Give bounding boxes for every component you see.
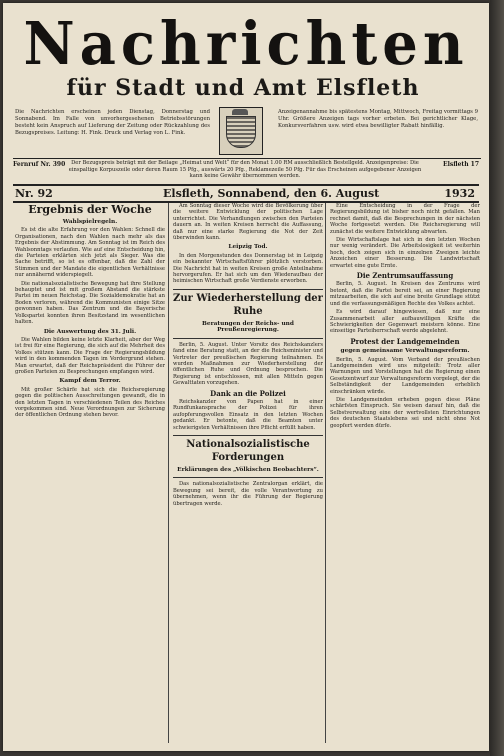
paragraph: Die nationalsozialistische Bewegung hat ihre Stellung behauptet und ist mit großem Abstand die stärkste Partei im neuen Reichstag. Die Sozialdemokratie hat an Boden verloren, während die Kommunisten einige Sitze gewonnen haben. Das Zentrum und die Bayerische Volkspartei konnten ihren Besitzstand im wesentlichen halten.: [15, 280, 165, 326]
paragraph: Es ist die alte Erfahrung vor den Wahlen: Schnell die Organisationen, nach den Wahlen nach mehr als das Ergebnis der Abstimmung. Am Sonntag ist im Reich des Wahlsonntags verlaufen. Wie auf eine Entscheidung hin, die Parteien erklärten sich jetzt als Sieger. Was die Sache betrifft, so ist es offenbar, daß die Zahl der Stimmen und der Mandate die eigentlichen Verhältnisse nur annähernd widerspiegelt.: [15, 227, 165, 279]
publication-notice: Die Nachrichten erscheinen jeden Dienstag, Donnerstag und Sonnabend. Im Falle von unvorhergesehenen Betriebsstörungen besteht kein Anspruch auf Lieferung der Zeitung oder Rückzahlung des Bezugspreises. Leitung: H. Fink. Druck und Verlag von L. Fink.: [15, 109, 210, 136]
header-rule: [13, 158, 481, 159]
article-box: [173, 289, 323, 339]
column-divider: [325, 203, 326, 743]
paragraph: Reichskanzler von Papen hat in einer Rundfunkansprache der Polizei für ihren aufopferungsvollen Einsatz in den letzten Wochen gedankt. Er betonte, daß die Beamten unter schwierigsten Verhältnissen ihre Pflicht erfüllt haben.: [173, 398, 323, 431]
article-headline: Nationalsozialistische Forderungen: [186, 438, 310, 463]
phone-number: Fernruf Nr. 390: [13, 161, 66, 168]
headline: Ergebnis der Woche: [28, 203, 152, 216]
paragraph: Die Wirtschaftslage hat sich in den letzten Wochen nur wenig verändert. Die Arbeitslosigkeit ist weiterhin hoch, doch zeigen sich in einzelnen Zweigen leichte Anzeichen einer Besserung. Die Landwirtschaft erwartet eine gute Ernte.: [330, 237, 480, 269]
article-subhead: Erklärungen des „Völkischen Beobachters“.: [177, 466, 319, 473]
subhead: Protest der Landgemeinden: [350, 336, 460, 346]
issue-date: Elsfleth, Sonnabend, den 6. August: [163, 187, 380, 200]
subhead: Die Auswertung des 31. Juli.: [43, 328, 137, 335]
price-bar: [13, 160, 479, 182]
column-middle: [173, 203, 323, 509]
subhead: Wahlspielregeln.: [62, 219, 118, 225]
postal-account: Elsfleth 17: [443, 161, 479, 168]
newspaper-page: [3, 3, 489, 751]
column-left: [15, 203, 165, 421]
paragraph: Die Wahlen bilden keine letzte Klarheit, aber der Weg ist frei für eine Regierung, die sich auf die Mehrheit des Volkes stützen kann. Die Frage der Regierungsbildung wird in den kommenden Tagen im Vordergrund stehen. Man erwartet, daß der Reichspräsident die Führer der großen Parteien zu Besprechungen empfangen wird.: [15, 336, 165, 375]
price-info: Der Bezugspreis beträgt mit der Beilage „Heimat und Welt“ für den Monat 1.00 RM ausschließlich Bestellgeld. Anzeigenpreise: Die einspaltige Korpuszeile oder deren Raum 15 Pfg., auswärts 20 Pfg., Reklamezeile 50 Pfg. Für das Erscheinen aufgegebener Anzeigen kann keine Gewähr übernommen werden.: [68, 160, 422, 179]
subhead: Die Zentrumsauffassung: [356, 271, 454, 281]
paragraph: Das nationalsozialistische Zentralorgan erklärt, die Bewegung sei bereit, die volle Verantwortung zu übernehmen, wenn ihr die Führung der Regierung übertragen werde.: [173, 481, 323, 507]
paragraph: Es wird darauf hingewiesen, daß nur eine Zusammenarbeit aller aufbauwilligen Kräfte die Schwierigkeiten der Gegenwart meistern könne. Eine einseitige Parteiherrschaft werde abgelehnt.: [330, 309, 480, 335]
issue-year: 1932: [444, 187, 475, 200]
page-edge: [490, 0, 504, 756]
paragraph: Mit großer Schärfe hat sich die Reichsregierung gegen die politischen Ausschreitungen gewandt, die in den letzten Tagen in verschiedenen Teilen des Reiches vorgekommen sind. Neue Verordnungen zur Sicherung der öffentlichen Ordnung stehen bevor.: [15, 386, 165, 419]
article-box: [173, 435, 323, 478]
masthead-subtitle: für Stadt und Amt Elsfleth: [66, 75, 420, 101]
paragraph: In den Morgenstunden des Donnerstag ist in Leipzig ein bekannter Wirtschaftsführer plötzlich verstorben. Die Nachricht hat in weiten Kreisen große Anteilnahme hervorgerufen. Er hat sich um den Wiederaufbau der heimischen Wirtschaft große Verdienste erworben.: [173, 252, 323, 285]
article-subhead: Beratungen der Reichs- und Preußenregierung.: [202, 320, 294, 334]
column-divider: [168, 203, 169, 743]
masthead-title: Nachrichten: [23, 9, 469, 79]
subhead: Leipzig Tod.: [228, 244, 268, 251]
paragraph: Berlin, 5. August. Vom Verband der preußischen Landgemeinden wird uns mitgeteilt: Trotz aller Warnungen und Vorstellungen hat die Regierung einen Gesetzentwurf zur Verwaltungsreform vorgelegt, der die Selbständigkeit der Landgemeinden erheblich einschränken würde.: [330, 356, 480, 395]
subhead: Kampf dem Terror.: [59, 378, 121, 385]
coat-of-arms-icon: [219, 107, 263, 155]
subhead: Dank an die Polizei: [210, 388, 286, 398]
article-headline: Zur Wiederherstellung der Ruhe: [173, 292, 323, 317]
paragraph: Eine Entscheidung in der Frage der Regierungsbildung ist bisher noch nicht gefallen. Man rechnet damit, daß die Besprechungen in der nächsten Woche fortgesetzt werden. Die Reichsregierung will zunächst die weitere Entwicklung abwarten.: [330, 203, 480, 235]
dateline: [13, 184, 479, 203]
subhead: gegen gemeinsame Verwaltungsreform.: [340, 348, 470, 355]
issue-number: Nr. 92: [15, 187, 53, 200]
paragraph: Die Landgemeinden erheben gegen diese Pläne schärfsten Einspruch. Sie weisen darauf hin, daß die Selbstverwaltung eine der wertvollsten Einrichtungen des deutschen Staatslebens sei und nicht ohne Not geopfert werden dürfe.: [330, 396, 480, 429]
paragraph: Berlin, 5. August. In Kreisen des Zentrums wird betont, daß die Partei bereit sei, an einer Regierung mitzuarbeiten, die sich auf eine breite Grundlage stützt und die verfassungsmäßigen Rechte des Volkes achtet.: [330, 281, 480, 307]
advertising-notice: Anzeigenannahme bis spätestens Montag, Mittwoch, Freitag vormittags 9 Uhr. Größere Anzeigen tags vorher erbeten. Bei gerichtlicher Klage, Konkursverfahren usw. wird etwa bewilligter Rabatt hinfällig.: [278, 109, 478, 129]
paragraph: Berlin, 5. August. Unter Vorsitz des Reichskanzlers fand eine Beratung statt, an der die Reichsminister und Vertreter der preußischen Regierung teilnahmen. Es wurden Maßnahmen zur Wiederherstellung der öffentlichen Ruhe und Ordnung besprochen. Die Regierung ist entschlossen, mit allen Mitteln gegen Gewalttaten vorzugehen.: [173, 341, 323, 387]
column-right: [330, 203, 480, 431]
paragraph: Am Sonntag dieser Woche wird die Bevölkerung über die weitere Entwicklung der politischen Lage unterrichtet. Die Verhandlungen zwischen den Parteien dauern an. In weiten Kreisen herrscht die Auffassung, daß nur eine starke Regierung die Not der Zeit überwinden kann.: [173, 203, 323, 242]
